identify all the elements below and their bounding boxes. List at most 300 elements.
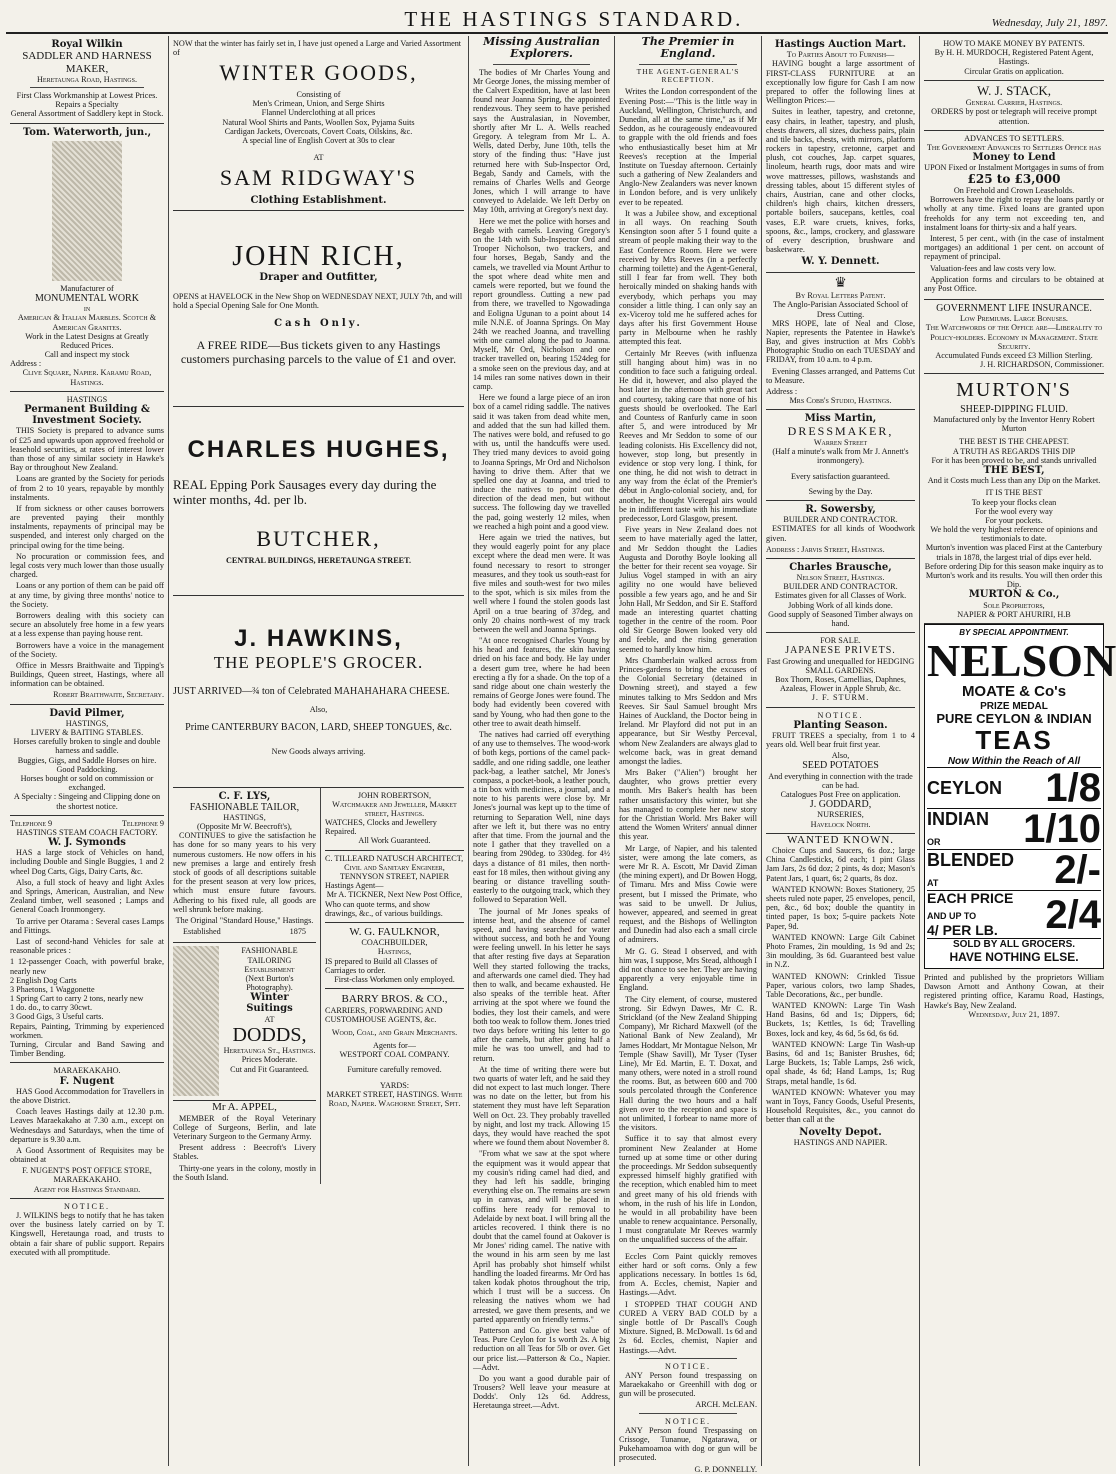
column-3 (469, 36, 615, 1466)
ad-sturm (766, 633, 915, 707)
ad-line: NOW that the winter has fairly set in, I have just opened a Large and Varied Assortment of (173, 39, 462, 58)
ad-nugent (10, 1063, 164, 1198)
ad-line: HAVE NOTHING ELSE. (949, 949, 1079, 964)
article-paragraph: Mr Large, of Napier, and his talented sister, were among the late comers, as were Mr R. A. Escott, Mr David Ziman (the mining expert), and Dr Bowen Hogg, of Timaru. Mrs and Miss Cowie were present, but I missed the Primate, who was said to be unwell. Dr Julius, however, appeared, and seemed in great request, and the Bishops of Wellington and Dunedin had also each a small circle of admirers. (619, 843, 757, 945)
ad-line: Established (183, 927, 221, 937)
ad-line: HASTINGS, (223, 812, 266, 822)
ad-paragraph: WANTED KNOWN: Large Gilt Cabinet Photo Frames, 2in moulding, 1s 9d and 2s; 3in moulding, 3s 6d. Guaranteed best value in N.Z. (766, 932, 915, 970)
notice-paragraph: ANY Person found Trespassing on Crissoge, Tunanue, Ngatarawa, or Pukehamoamoa with dog or gun will be prosecuted. (619, 1425, 757, 1463)
ad-signature: W. Y. Dennett. (801, 256, 880, 268)
ad-line: General Assortment of Saddlery kept in Stock. (10, 109, 164, 119)
tea-label: EACH PRICE (927, 890, 1014, 907)
ad-paragraph: Borrowers have a voice in the management of the Society. (10, 640, 164, 659)
article-paragraph: Here again we tried the natives, but they would eagerly point for any place except where the dead men were. It was found necessary to resort to stronger measures, and they took us south-east for five miles and south-west for two miles to the spot, which is six miles from the well where I found the stolen goods last April on a true bearing of 37deg, and only 20 chains north-west of my track between the well and Joanna Springs. (473, 533, 610, 634)
ad-miss-martin (766, 410, 915, 501)
ad-paragraph: To arrive per Otarama : Several cases Lamps and Fittings. (10, 916, 164, 935)
advertiser-name: DODDS, (232, 1023, 307, 1046)
ad-line: Flannel Underclothing at all prices (261, 108, 376, 118)
ad-line: TEAS (975, 725, 1053, 756)
advertiser-name: W. J. STACK, (977, 82, 1051, 98)
ad-paragraph: IS prepared to Build all Classes of Carriages to order. (325, 956, 438, 975)
ad-line: BUILDER AND CONTRACTOR. (783, 515, 898, 525)
ad-line: THE BEST, (983, 464, 1045, 476)
ad-pilmer (10, 705, 164, 816)
ad-paragraph: Choice Cups and Saucers, 6s doz.; large China Candlesticks, 6d each; 1 pint Glass Jam Jars, 2s 6d doz; 2 pints, 4s doz; Mason's Patent Jars, 1 quart, 6s; 2 quarts, 8s doz. (766, 846, 915, 883)
ad-line: Money to Lend (972, 152, 1056, 164)
ad-line: Mr A. TICKNER, Next New Post Office, (326, 890, 463, 900)
ad-line: F. NUGENT'S POST OFFICE STORE, MARAEKAKAHO. (22, 1166, 152, 1185)
advertiser-name: Mr A. APPEL, (212, 1101, 277, 1114)
ad-address: Nelson Street, Hastings. (796, 573, 885, 583)
ad-paragraph: Prime CANTERBURY BACON, LARD, SHEEP TONGUES, &c. (185, 722, 452, 734)
ad-paragraph: WANTED KNOWN: Crinkled Tissue Paper, various colors, two lamp Shades, Table Decorations, &c., per bundle. (766, 971, 915, 999)
ad-line: A Specialty : Singeing and Clipping done on the shortest notice. (13, 792, 161, 811)
ad-line: Draper and Outfitter, (259, 272, 378, 284)
ad-line: Cardigan Jackets, Overcoats, Covert Coats, Oilskins, &c. (224, 126, 413, 136)
ad-line: The Anglo-Parisian Associated School of Dress Cutting. (772, 300, 909, 319)
advertiser-name: David Pilmer, (49, 707, 125, 719)
ad-line: Agent for Hastings Standard. (33, 1184, 141, 1194)
ad-paragraph: Interest, 5 per cent., with (in the case of instalment mortgages) an additional 1 per cent. on account of repayment of principal. (924, 233, 1104, 262)
advertiser-name: Hastings Auction Mart. (774, 39, 907, 50)
ad-paragraph: Loans or any portion of them can be paid off at any time, by giving three months' notice to the Society. (10, 581, 164, 609)
ad-line: Now Within the Reach of All (947, 755, 1081, 767)
ad-line: Sewing by the Day. (808, 486, 873, 496)
ad-line: Hastings Agent— (325, 881, 384, 891)
ad-line: in (83, 304, 91, 314)
ad-line: Manufactured only by the Inventor Henry Robert Murton (933, 415, 1095, 434)
ad-paragraph: Office in Messrs Braithwaite and Tipping's Buildings, Queen street, Hastings, where all information can be obtained. (10, 660, 164, 689)
article-paragraph: Suffice it to say that almost every prominent New Zealander at Home turned up at some time or other during the proceedings. Mr Seddon subsequently expressed himself highly gratified with the reception, which enabled him to meet and greet many of his old friends with whom, in the rush of his life in London, he would in all probability have been unable to renew acquaintance. Personally, I must congratulate Mr Reeves warmly on the unqualified success of the affair. (619, 1134, 757, 1245)
ad-line: OR (927, 836, 941, 847)
ad-paragraph: THIS Society is prepared to advance sums of £25 and upwards upon approved freehold or leasehold securities, at rates of interest lower than those of any similar society in Hawke's Bay or throughout New Zealand. (10, 426, 164, 473)
ad-murdoch (924, 36, 1104, 81)
article-paragraph: At the time of writing there were but two quarts of water left, and he said they did not expect to last much longer. There was no date on the letter, but from his statement they must have left Separation Well on Oct. 23. They probably travelled by night, and lost my track. Allowing 15 days, they would have reached the spot where we found them about November 8. (473, 1064, 610, 1148)
advertiser-name: JOHN ROBERTSON, (357, 790, 432, 800)
ad-paragraph: Thirty-one years in the colony, mostly in the South Island. (173, 1163, 316, 1182)
advertiser-name: BARRY BROS. & CO., (341, 993, 448, 1006)
article-paragraph: Here we found a large piece of an iron box of a camel riding saddle. The natives said it was taken from dead white men, and added that the sun had killed them. The natives were bold, and refused to go with us, until the handcuffs were used. They tried many devices to avoid going to Joanna Springs, Mr Ord and Nicholson having to drive them. After that we spelled one day at Joanna, and tried to induce the natives to point out the direction of the dead men, but without success. The following day we travelled the pad, going westerly 12 miles, when we reached a high point and a good view. (473, 393, 610, 531)
ad-heading: GOVERNMENT LIFE INSURANCE. (936, 303, 1092, 315)
ad-paragraph: Also, a full stock of heavy and light Axles and Springs, American, Australian, and New Zealand timber, well seasoned ; Lamps and General Coach Ironmongery. (10, 877, 164, 915)
ad-line: Horses carefully broken to single and double harness and saddle. (13, 737, 161, 756)
article-headline: The Premier in England. (641, 35, 735, 61)
ad-lys (173, 788, 316, 944)
notice-paragraph: ANY Person found trespassing on Maraekakaho or Greenhill with dog or gun will be prosecuted. (619, 1370, 757, 1399)
price-row-indian (927, 808, 1101, 849)
ad-paragraph: MEMBER of the Royal Veterinary College of Surgeons, Berlin, and late Veterinary Surgeon to the Germany Army. (173, 1113, 316, 1142)
ad-line: American & Italian Marbles. Scotch & American Granites. (17, 313, 157, 332)
article-paragraph: "From what we saw at the spot where the equipment was it would appear that my cousin's riding camel had died, and they had left his saddle, bringing everything else on. The remains are sewn up in canvas, and will be placed in coffins here ready for removal to Adelaide by next boat. I will bring all the articles recovered. I think there is no doubt that the camel found at Oakover is Mr Jones' riding camel. The native with the wound in his arm seen by me last April has probably shot himself whilst handling the loaded firearms. Mr Ord has taken kodak photos throughout the trip, which I trust will be a success. On releasing the natives whom we had arrested, we gave them presents, and we parted apparently on friendly terms." (473, 1149, 610, 1324)
ad-brausche (766, 559, 915, 633)
column-6 (920, 36, 1116, 1466)
advertiser-name: Planting Season. (793, 719, 888, 731)
ad-line: Murton's invention was placed First at the Canterbury trials in 1878, the largest trial of dips ever held. (925, 543, 1103, 562)
ad-line: FASHIONABLE (241, 946, 298, 956)
article-paragraph: I STOPPED THAT COUGH AND CURED A VERY BAD COLD by a single bottle of Dr Pascall's Cough Mixture. Signed, B. McDowall. 1s 6d and 2s 6d. Eccles, chemist, Napier and Hastings.—Advt. (619, 1299, 757, 1355)
ad-stack (924, 81, 1104, 131)
ad-line: By H. H. MURDOCH, Registered Patent Agent, Hastings. (934, 48, 1094, 67)
ad-line: To Parties About to Furnish— (786, 50, 895, 60)
ad-paragraph: ESTIMATES for all kinds of Woodwork given. (766, 524, 915, 543)
ad-paragraph: WANTED KNOWN: Whatever you may want in Toys, Fancy Goods, Useful Presents, Household Requisites, &c., you cannot do better than call at the (766, 1087, 915, 1125)
col2-lower-split (173, 788, 464, 1184)
ad-life-insurance (924, 300, 1104, 374)
advertiser-name: CHARLES HUGHES, (187, 436, 450, 464)
tea-label: INDIAN (927, 808, 989, 829)
notice-heading: NOTICE. (664, 1416, 712, 1426)
ad-line: JAPANESE PRIVETS. (785, 645, 896, 657)
ad-government-advances (924, 131, 1104, 300)
ad-line: For it has been proved to be, and stands unrivalled (931, 455, 1097, 465)
article-subheading: THE AGENT-GENERAL'S RECEPTION. (636, 66, 740, 85)
ad-john-rich (173, 211, 464, 407)
advertiser-name: Royal Wilkin (51, 39, 123, 50)
ad-line: 2 English Dog Carts (10, 975, 77, 985)
ad-line: Box Thorn, Roses, Camellias, Daphnes, Azaleas, Flower in Apple Shrub, &c. (775, 674, 906, 694)
ad-line: Telephone 9 (10, 818, 53, 828)
article-paragraph: Patterson and Co. give best value of Teas. Pure Ceylon for 1s worth 2s. A big reduction on all Teas for 5lb or over. Get our price list.—Patterson & Co., Napier.—Advt. (473, 1325, 610, 1372)
ad-line: Cash Only. (274, 318, 363, 330)
tea-label: 4/ PER LB. (927, 921, 998, 938)
tea-label: CEYLON (927, 777, 1003, 798)
ad-line: Call and inspect my stock (44, 350, 130, 360)
advertiser-name: J. HAWKINS, (234, 624, 403, 652)
ad-line: AND UP TO (927, 911, 977, 922)
article-paragraph: Mr G. G. Stead I observed, and with him was, I suppose, Mrs Stead, although I did not chance to see her. They are having apparently a very enjoyable time in England. (619, 946, 757, 993)
ad-paragraph: HAVING bought a large assortment of FIRST-CLASS FURNITURE at an exceptionally low figure for Cash I am now prepared to offer the following lines at Wellington Prices:— (766, 59, 915, 106)
ad-line: Winter (250, 992, 289, 1004)
tea-price: 2/4 (1045, 892, 1101, 937)
ad-paragraph: Present address : Beecroft's Livery Stables. (173, 1143, 316, 1162)
ad-waterworth (10, 124, 164, 392)
advertiser-name: W. G. FAULKNOR, (349, 925, 440, 938)
ad-line: UPON Fixed or Instalment Mortgages in sums of from (924, 163, 1104, 173)
imprint (924, 969, 1104, 1019)
ad-line: Civil and Sanitary Engineer, TENNYSON STREET, NAPIER (339, 862, 450, 882)
article-paragraph: Five years in New Zealand does not seem to have materially aged the latter, and Mr Seddon thought the Ladies Augusta and Dorothy Boyle looking all the better for their recent sea voyage. Sir Julius Vogel stamped in with an airy agility no one would have believed possible a few years ago, and he and Sir John Hall, Mr Seddon, and Sir E. Stafford made an interesting quartet chatting together in the centre of the room. Poor old Sir George Bowen looked very old and feeble, and the rising generation seemed to hardly know him. (619, 525, 757, 654)
ad-line: To keep your flocks clean (971, 497, 1057, 507)
article-paragraph: "At once recognised Charles Young by his head and features, the skin having dried on his face and body. He lay under a desert gum tree, where he had been erecting a fly for a shade. On the top of a sand ridge about one chain westerly the remains of George Jones were found. The body had evidently been covered with sand by Young, who had then gone to the other tree to await death himself. (473, 636, 610, 728)
ad-line: NURSERIES, (817, 810, 864, 820)
ad-heading: HOW TO MAKE MONEY BY PATENTS. (943, 39, 1085, 48)
ad-paragraph: Coach leaves Hastings daily at 12.30 p.m. Leaves Maraekakaho at 7.30 a.m., except on Wednesdays and Saturdays, when the time of departure is 9.30 a.m. (10, 1107, 164, 1144)
masthead (6, 4, 1108, 34)
ad-dodds (173, 943, 316, 1101)
ad-line: DRESSMAKER, (787, 423, 894, 438)
notice-heading: NOTICE. (664, 1361, 712, 1371)
ad-robertson (325, 788, 464, 851)
ad-address: Warren Street (813, 438, 868, 448)
ad-line: A special line of English Covert at 30s to clear (242, 135, 395, 145)
column-1 (6, 36, 169, 1466)
ad-line: Who can quote terms, and show drawings, &c., of various buildings. (325, 899, 443, 918)
ad-line: BUILDER AND CONTRACTOR. (783, 582, 898, 592)
ad-line: Suitings (246, 1003, 293, 1015)
ad-line: The Government Advances to Settlers Office has (926, 143, 1102, 153)
monument-illustration (52, 141, 122, 281)
ad-line: MOATE & Co's (961, 682, 1067, 700)
advertiser-name: Charles Brausche, (789, 561, 892, 573)
ad-line: BY SPECIAL APPOINTMENT. (959, 627, 1069, 637)
imprint-date: Wednesday, July 21, 1897. (968, 1009, 1060, 1019)
ad-line: Low Premiums. Large Bonuses. (960, 314, 1068, 324)
ad-line: Buggies, Gigs, and Saddle Horses on hire. (17, 755, 157, 765)
article-paragraph: The journal of Mr Jones speaks of intense heat, and the absence of camel speed, and having searched for water without success, and both he and Young were feeling unwell. In his letter he says that after resting five days at Separation Well they started following the tracks, and afterwards one camel died. They had then to walk, and became exhausted. He also speaks of the terrible heat. After arriving at the spot where we found the bodies, they lost their camels, and were both too weak to follow them. Jones tried two days before writing his letter to go after the camels, but after going half a mile he was too unwell, and had to return. (473, 906, 610, 1063)
ad-signature: J. F. STURM. (811, 693, 870, 703)
ad-paragraph: Application forms and circulars to be obtained at any Post Office. (924, 274, 1104, 293)
ad-line: SHEEP-DIPPING FLUID. (960, 403, 1068, 415)
ad-winter-goods (173, 36, 464, 211)
advertiser-name: Tom. Waterworth, jun., (22, 126, 152, 138)
ad-line: General Carrier, Hastings. (965, 98, 1063, 108)
ad-paragraph: WATCHES, Clocks and Jewellery Repaired. (325, 818, 437, 837)
ad-line: TAILORING (247, 955, 292, 965)
ad-address: HASTINGS AND NAPIER. (793, 1137, 888, 1147)
ad-line: Turning, Circular and Band Sawing and Timber Bending. (10, 1040, 164, 1059)
ad-line: PRIZE MEDAL (980, 700, 1048, 712)
article-paragraph: Certainly Mr Reeves (with influenza still hanging about him) was in no condition to face such a fatiguing ordeal. He did it, however, and also played the host later in the afternoon with great tact and courtesy, taking care that none of his guests should be overlooked. The Earl and Countess of Ranfurly came in soon after 5, and were introduced by Mr Reeves and Mr Seddon to some of our leading colonists. His Excellency did not, however, stop long, but presently in evidence or stop very long. I think, for one thing, he did not wish to detract in any way from the éclat of the Premier's début in Anglo-colonial society, and, for another, he thought Viceregal airs would be in indifferent taste with his immediate predecessor, Lord Glasgow, present. (619, 348, 757, 524)
ad-appel (173, 1101, 316, 1182)
article-paragraph: Do you want a good durable pair of Trousers? Well leave your measure at Dodds'. Only 12s 6d. Address, Heretaunga street.—Advt. (473, 1373, 610, 1411)
ad-signature: J. H. RICHARDSON, Commissioner. (980, 360, 1104, 370)
ad-paragraph: FRUIT TREES a specialty, from 1 to 4 years old. Well bear fruit first year. (766, 730, 915, 750)
ad-heading: ADVANCES TO SETTLERS. (964, 133, 1064, 143)
ad-line: Agents for— (373, 1041, 416, 1051)
ad-building-society (10, 392, 164, 705)
ad-line: Cut and Fit Guaranteed. (230, 1064, 309, 1074)
article-paragraph: The bodies of Mr Charles Young and Mr George Jones, the missing member of the Calvert Expedition, have at last been found near Joanna Spring, the appointed rendezvous. They seem to have perished says the Australasian, in November, shortly after Mr L. A. Wells reached Gregory. A telegram from Mr L. A. Wells, dated Derby, June 10th, tells the story of the finding thus: "Have just returned here with Sub-Inspector Ord, Begab, Sandy and Camels, with the remains of Charles Wells and George Jones, which I will arrange to have conveyed to Adelaide. We left Derby on May 10th, arriving at Gregory's next day. (473, 67, 610, 215)
article-paragraph: Writes the London correspondent of the Evening Post:—"This is the little way in Auckland, Wellington, Christchurch, and Dunedin, all at the same time," as if Mr Seddon, as he courageously endeavoured to grapple with the old friends and foes who enthusiastically beset him at Mr Reeves's reception at the Imperial Institute on Tuesday afternoon. Certainly such a gathering of New Zealanders and Anglo-New Zealanders was never known in London before, and is very unlikely ever to be repeated. (619, 87, 757, 207)
ad-dress-cutting (766, 273, 915, 411)
ad-charles-hughes (173, 407, 464, 596)
ad-line: C. TILLEARD NATUSCH ARCHITECT, (325, 853, 464, 863)
ad-line: We hold the very highest reference of opinions and testimonials to date. (930, 525, 1098, 544)
article-headline: Missing Australian Explorers. (483, 35, 600, 61)
ad-line: Fast Growing and unequalled for HEDGING SMALL GARDENS. (766, 656, 915, 675)
ad-line: AT (927, 878, 939, 889)
gentleman-illustration (173, 946, 219, 1096)
ad-line: YARDS: (379, 1080, 410, 1090)
ad-line: Every satisfaction guaranteed. (791, 471, 890, 481)
ad-line: Accumulated Funds exceed £3 Million Sterling. (935, 351, 1093, 361)
advertiser-name: R. Sowersby, (805, 503, 876, 515)
ad-line: Sole Proprietors, (983, 600, 1045, 610)
ad-paragraph: WANTED KNOWN: Boxes Stationery, 25 sheets ruled note paper, 25 envelopes, pencil, pen, &c., 6d box; double the quantity in tinted paper, 1s box; 5-quire packets Note Paper, 9d. (766, 884, 915, 931)
ad-line: Prices Moderate. (241, 1055, 298, 1065)
ad-line: Work in the Latest Designs at Greatly Reduced Prices. (25, 331, 149, 350)
ad-line: On Freehold and Crown Leaseholds. (953, 186, 1075, 196)
price-row-each (927, 890, 1101, 938)
ad-line: Furniture carefully removed. (347, 1065, 442, 1075)
ad-signature: Robert Braithwaite, Secretary. (53, 690, 164, 700)
ad-symonds (10, 816, 164, 1064)
ad-line: 1 do. do., to carry 30cwt. (10, 1003, 93, 1013)
ad-novelty-depot (766, 834, 915, 1147)
ad-line: Hastings, (377, 947, 412, 957)
ad-heading: SADDLER AND HARNESS MAKER, (22, 50, 152, 75)
column-2 (169, 36, 469, 1466)
ad-paragraph: HAS a large stock of Vehicles on hand, including Double and Single Buggies, 1 and 2 wheel Dog Carts, Gigs, Dairy Carts, &c. (10, 848, 164, 876)
ad-paragraph: No procuration or commission fees, and legal costs very much lower than those usually charged. (10, 551, 164, 580)
ad-paragraph: Evening Classes arranged, and Patterns Cut to Measure. (766, 366, 915, 385)
ad-address: Clive Square, Napier. Karamu Road, Hastings. (22, 368, 152, 387)
ad-address: CENTRAL BUILDINGS, HERETAUNGA STREET. (225, 555, 412, 565)
ad-line: Jobbing Work of all kinds done. (788, 600, 893, 610)
tea-price: 1/8 (1045, 765, 1101, 810)
ad-line: LIVERY & BAITING STABLES. (30, 728, 144, 737)
ad-line: The Watchwords of the Office are—Liberality to Policy-holders. Economy in Management. State Security. (925, 323, 1103, 351)
notice-signature: G. P. DONNELLY. (694, 1464, 757, 1474)
ad-heading: HASTINGS STEAM COACH FACTORY. (16, 827, 158, 837)
ad-line: New Goods always arriving. (271, 747, 366, 757)
ad-address: Address : Jarvis Street, Hastings. (766, 544, 885, 554)
ad-paragraph: Borrowers have the right to repay the loans partly or wholly at any time. Fixed loans are granted upon freeholds for any term not exceeding ten, and instalment loans for thirty-six and a half years. (924, 195, 1104, 232)
ad-line: Clothing Establishment. (250, 194, 387, 206)
ad-line: Also, (831, 751, 850, 761)
ad-line: THE BEST IS THE CHEAPEST. (959, 437, 1069, 447)
ad-paragraph: Suites in leather, tapestry, and cretonne, easy chairs, in leather, tapestry, and plush, chests drawers, all sizes, duchess pairs, plain and tile backs, chests, with mirrors, platform rockers in tapestry, cretonne, carpet and plush, cot couches, Jap. carpet squares, linoleum, hearth rugs, door mats and wire wove mattresses, pillows, washstands and dressing tables, about 15 different styles of chairs, Austrian, cane and other clocks, children's high chairs, kitchen dressers, portable boilers, saucepans, kettles, coal vases, E.P. ware cruets, knives, forks, spoons, &c., lamps, crockery, and glassware of every description, brushware and basketware. (766, 107, 915, 255)
ad-line: Address : (766, 387, 798, 397)
ad-line: The Original "Standard House," Hastings. (175, 915, 314, 925)
ad-paragraph: OPENS at HAVELOCK in the New Shop on WEDNESDAY NEXT, JULY 7th, and will hold a Special Opening Sale for One Month. (173, 291, 463, 310)
advertiser-name: F. Nugent (59, 1075, 115, 1087)
ad-heading: NOTICE. (817, 710, 864, 720)
ad-line: Establishment (244, 964, 295, 974)
ad-line: And it Costs much Less than any Dip on the Market. (927, 476, 1101, 486)
article-paragraph: The natives had carried off everything of any use to themselves. The wood-work of both kegs, portions of the camel pack-saddle, and one riding saddle, one leather pack-bag, a leather satchel, Mr Jones's compass, a pocket-book, a leather pouch, a tin box with medicines, a journal, and a note to his parents were close by. Mr Jones's journal was kept up to the time of returning to Separation Well, nine days after we left it, but there was no entry after that time. From the journal and the note I gather that they travelled on a bearing from 290deg. to 330deg. for 4½ days a distance of 81 miles, then north-east for 18 miles, then without giving any bearing or distance travelling south-easterly to the outgoing track, which they followed to Separation Well. (473, 729, 610, 905)
ad-signature: MURTON & Co., (968, 589, 1060, 601)
article-paragraph: Eccles Corn Paint quickly removes either hard or soft corns. Only a few applications necessary. In bottles 1s 6d, from A. Eccles, chemist, Napier and Hastings.—Advt. (619, 1251, 757, 1298)
ad-address: Havelock North. (810, 819, 871, 829)
ad-line: For your pockets. (985, 515, 1043, 525)
ad-paragraph: REAL Epping Pork Sausages every day during the winter months, 4d. per lb. (173, 476, 437, 507)
ad-line: Consisting of (296, 90, 341, 99)
ad-line: SEED POTATOES (802, 760, 879, 772)
ad-heading: NOTICE. (63, 1201, 111, 1211)
ad-address: Heretaunga Road, Hastings. (37, 74, 137, 84)
ad-line: MONUMENTAL WORK (35, 292, 139, 304)
price-row-blended (927, 848, 1101, 893)
ad-paragraph: HAS Good Accommodation for Travellers in the above District. (10, 1086, 164, 1105)
ad-line: Also, (309, 704, 328, 714)
ad-line: Horses bought or sold on commission or exchanged. (20, 773, 154, 793)
ad-line: Address : (10, 359, 42, 369)
ad-line: Circular Gratis on application. (964, 66, 1064, 76)
newspaper-title: THE HASTINGS STANDARD. (404, 7, 744, 32)
advertiser-name: Miss Martin, (804, 413, 877, 425)
ad-faulknor (325, 923, 464, 989)
ad-royal-wilkin (10, 36, 164, 124)
ad-line: 3 Phaetons, 1 Waggonette (10, 984, 95, 994)
ad-line: Repairs, Painting, Trimming by experienced workmen. (10, 1021, 164, 1040)
ad-line: And everything in connection with the trade can be had. (768, 771, 913, 790)
ad-line: Good Paddocking. (56, 764, 118, 774)
ad-line: For the wool every way (975, 506, 1053, 516)
ad-paragraph: CARRIERS, FORWARDING AND CUSTOMHOUSE AGENTS, &c. (325, 1005, 443, 1024)
ad-wilkins-notice (10, 1199, 164, 1257)
ad-paragraph: WANTED KNOWN: Large Tin Wash-up Basins, 6d and 1s; Banister Brushes, 6d; Large Buckets, 1s; Table Lamps, 2s6 wick, opal shade, 4s 6d; Hand Lamps, 1s; Rug Straps, metal handle, 1s 6d. (766, 1039, 915, 1086)
ad-line: 3 Good Gigs, 3 Useful carts. (10, 1012, 104, 1022)
advertiser-name: W. J. Symonds (48, 837, 126, 849)
ad-paragraph: JUST ARRIVED—¾ ton of Celebrated MAHAHAHARA CHEESE. (173, 685, 450, 697)
article-paragraph: Mrs Chamberlain walked across from Princes-gardens to bring the excuses of the Colonial Secretary (detained in Downing street), and stayed a few minutes talking to Mrs Seddon and Mrs Reeves. Sir Saul Samuel brought Mrs Haines of Auckland, the Doctor being in Ireland. Mr Playford did not put in an appearance, but Sir Westby Perceval, whom New Zealanders are always glad to welcome back, was in great demand amongst the ladies. (619, 655, 757, 766)
advertiser-name: C. F. LYS, (218, 790, 271, 802)
ad-nelson-moate-teas (924, 624, 1116, 969)
ad-line: MARAEKAKAHO. (53, 1066, 121, 1076)
ad-line: First-class Workmen only employed. (334, 975, 455, 985)
ad-line: Natural Wool Shirts and Pants, Woollen Sox, Pyjama Suits (222, 117, 415, 127)
ad-line: ORDERS by post or telegraph will receive prompt attention. (931, 107, 1097, 126)
ad-heading: WINTER GOODS, (219, 60, 418, 86)
ad-line: AT (313, 153, 324, 163)
ad-line: All Work Guaranteed. (358, 836, 431, 846)
ad-line: Good supply of Seasoned Timber always on hand. (768, 609, 913, 629)
ad-paragraph: Valuation-fees and law costs very low. (930, 263, 1056, 273)
ad-line: SOLD BY ALL GROCERS. (927, 938, 1101, 950)
advertiser-name: JOHN RICH, (232, 241, 405, 273)
ad-line: PURE CEYLON & INDIAN (936, 710, 1092, 726)
column-4 (615, 35, 762, 1474)
ad-address: NAPIER & PORT AHURIRI, H.B (957, 609, 1071, 619)
ad-line: Estimates given for all Classes of Work. (774, 591, 907, 601)
ad-line: WESTPORT COAL COMPANY. (339, 1050, 450, 1060)
ad-heading: FOR SALE. (820, 636, 861, 646)
issue-date: Wednesday, July 21, 1897. (991, 16, 1108, 29)
ad-line: FASHIONABLE TAILOR, (189, 801, 300, 813)
ad-auction-mart (766, 36, 915, 273)
ad-line: (Half a minute's walk from Mr J. Annett's ironmongery). (772, 447, 909, 466)
ad-line: 1875 (289, 927, 306, 937)
ad-paragraph: CONTINUES to give the satisfaction he has done for so many years to his very numerous customers. He now offers in his new premises a large and entirely fresh stock of goods of all descriptions suitable for the present season at very low prices, which must ensure future favours. Adhering to his fixed rule, all goods are well shrunk before making. (173, 831, 316, 914)
ad-natusch (325, 851, 464, 923)
ad-line: BUTCHER, (256, 526, 381, 552)
ad-line: (Opposite Mr W. Beecroft's), (197, 822, 292, 832)
ad-line: Repairs a Specialty (55, 100, 119, 110)
tea-price: 2/- (1054, 848, 1101, 893)
ad-paragraph: Last of second-hand Vehicles for sale at reasonable prices : (10, 936, 164, 956)
ad-heading: WANTED KNOWN. (786, 833, 895, 846)
ad-line: 1 12-passenger Coach, with powerful brake, nearly new (10, 957, 164, 976)
ad-line: Manufacturer of (60, 283, 114, 293)
tea-price: 1/10 (1023, 806, 1101, 851)
ad-murtons-dip (924, 374, 1104, 624)
price-row-ceylon (927, 767, 1101, 808)
ad-paragraph: A Good Assortment of Requisites may be obtained at (10, 1145, 164, 1165)
ad-line: Men's Crimean, Union, and Serge Shirts (252, 99, 385, 109)
ad-line: A TRUTH AS REGARDS THIS DIP (952, 446, 1076, 456)
columns (6, 35, 1116, 1474)
ad-paragraph: MRS HOPE, late of Neal and Close, Napier, represents the Patentee in Hawke's Bay, and gives instruction at Mrs Cobb's Photographic Studio on each TUESDAY and FRIDAY, from 10 a.m. to 4 p.m. (766, 318, 915, 365)
article-paragraph: The City element, of course, mustered strong. Sir Edwyn Dawes, Mr C. R. Strickland (of the New Zealand Shipping Company), Mr Richard Maxwell (of the National Bank of New Zealand), Mr James Hoddart, Mr Montague Nelson, Mr Temple (Shaw Savill), Mr Tyser (Tyser Line), Mr Ed. Martin, E. T. Doxat, and many others, were noted in a stroll round the rooms. But, as between 600 and 700 souls percolated through the Conference Hall during the two hours and a half given over to the reception and space is not unlimited, I forbear to name more of the visitors. (619, 994, 757, 1133)
advertiser-name: Permanent Building & Investment Society. (24, 404, 150, 427)
advertiser-name: Novelty Depot. (799, 1126, 882, 1138)
ad-paragraph: J. WILKINS begs to notify that he has taken over the business lately carried on by T. Kingswell, Heretaunga road, and trusts to obtain a fair share of public support. Repairs executed with all promptitude. (10, 1211, 164, 1257)
ad-address: MARKET STREET, HASTINGS. White Road, Napier. Waghorne Street, Spit. (326, 1089, 463, 1109)
ad-line: By Royal Letters Patent. (795, 291, 886, 301)
tea-label: BLENDED (927, 850, 1015, 871)
ad-hawkins (173, 596, 464, 788)
royal-crest-icon: ♛ (834, 275, 847, 291)
ad-goddard (766, 708, 915, 834)
ad-line: HASTINGS, (65, 718, 109, 728)
article-paragraph: Here we met the police with horses and Begab with camels. Leaving Gregory's on the 14th with Sub-Inspector Ord and Trooper Nicholson, two trackers, and four horses, Begab, Sandy and the camels, we travelled via Mount Arthur to the spot where dead white men and camels were reported, but we found the report groundless. Cutting a new pad from there, we travelled to Ngowadinga and Eoligna Ugunan to a point about 14 mile N.N.E. of Joanna Springs. On May 24th we reached Joanna, and travelling with one camel along the pad to Joanna. Myself, Mr Ord, Nicholson and one tracker travelled on, bearing 1524deg for a smoke seen on the previous day, and at 14 miles ran some natives down in their camp. (473, 216, 610, 391)
advertiser-name: SAM RIDGWAY'S (219, 165, 418, 191)
ad-signature: J. GODDARD, (809, 799, 872, 811)
ad-line: 1 Spring Cart to carry 2 tons, nearly new (10, 994, 144, 1004)
advertiser-name: MURTON'S (956, 379, 1072, 402)
ad-line: THE PEOPLE'S GROCER. (213, 652, 424, 672)
